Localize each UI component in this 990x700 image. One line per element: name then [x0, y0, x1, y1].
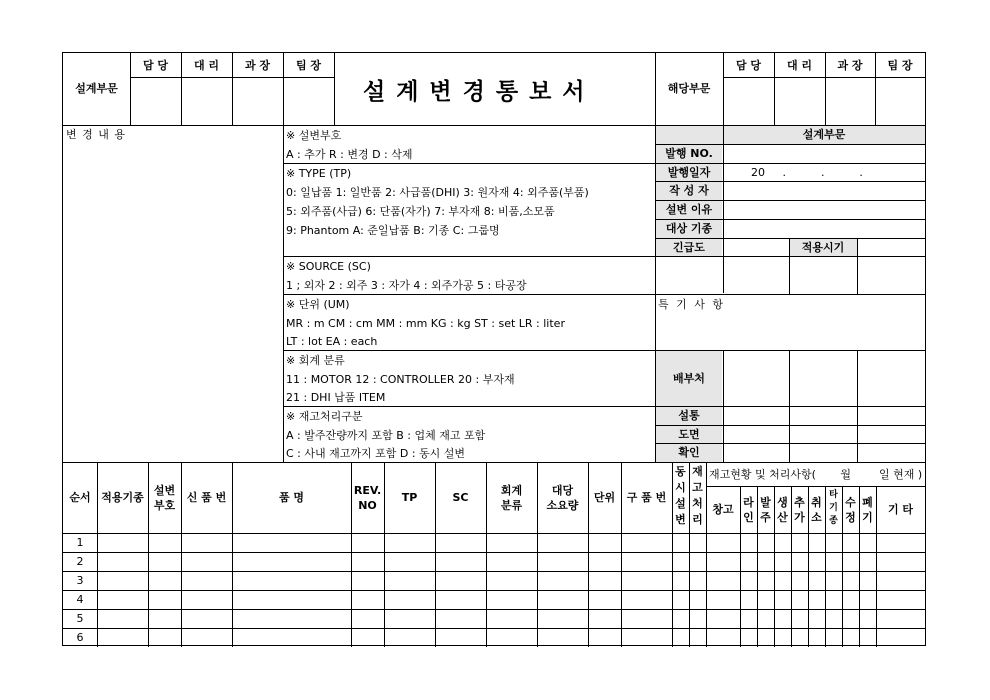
col-production: [757, 495, 774, 525]
divider: [588, 462, 589, 647]
info-section-header: 설계부문: [802, 128, 846, 141]
col-warehouse: 창고: [712, 503, 734, 516]
divider: [706, 486, 925, 487]
col-usage: [537, 483, 588, 513]
divider: [283, 294, 655, 295]
type-line: 5: 외주품(사급) 6: 단품(자가) 7: 부자재 8: 비품,소모품: [286, 205, 555, 218]
divider: [63, 628, 925, 629]
col-stock-proc: [689, 464, 706, 528]
document-title: 설계변경통보서: [363, 79, 596, 105]
col-modify: [842, 495, 859, 525]
divider: [655, 425, 925, 426]
unit-line: LT : lot EA : each: [286, 335, 378, 348]
col-add: [791, 495, 808, 525]
change-notice-form: [62, 52, 926, 646]
reason-label: 설변 이유: [665, 203, 713, 216]
divider: [63, 571, 925, 572]
approver-label: 대 리: [193, 59, 220, 72]
divider: [63, 552, 925, 553]
divider: [655, 219, 925, 220]
drawing-notice-label: 설통: [678, 409, 700, 422]
col-rev-no-line: REV.: [353, 484, 382, 497]
col-seq: 순서: [69, 491, 91, 504]
divider: [97, 462, 98, 647]
approver-label: 담 당: [735, 59, 762, 72]
col-cancel: [808, 495, 825, 525]
col-account-line: 회계: [500, 484, 523, 497]
col-production-char: 주: [760, 511, 771, 524]
stock-line: C : 사내 재고까지 포함 D : 동시 설변: [286, 447, 466, 460]
col-stock-proc-char: 처: [692, 497, 703, 510]
divider: [232, 462, 233, 647]
row-number: 6: [76, 631, 84, 644]
divider: [655, 350, 925, 351]
divider: [706, 462, 707, 647]
col-other-model-char: 기: [829, 503, 838, 513]
stock-status-label: 재고현황 및 처리사항( 월 일 현재 ): [709, 468, 923, 481]
col-produce: [774, 495, 791, 525]
divider: [435, 462, 436, 647]
col-usage-line: 소요량: [546, 499, 579, 512]
table-header-bottom-line: [63, 533, 925, 534]
col-modify-char: 수: [845, 496, 856, 509]
col-simul-change-char: 시: [675, 481, 686, 494]
col-stock-proc-char: 리: [692, 513, 703, 526]
divider: [63, 590, 925, 591]
col-rev-no-line: NO: [358, 499, 377, 512]
apply-time-label: 적용시기: [801, 241, 845, 254]
divider: [283, 406, 655, 407]
divider: [655, 406, 925, 407]
divider: [655, 294, 925, 295]
col-apply-model: 적용기종: [101, 491, 144, 504]
col-simul-change: [672, 464, 689, 528]
col-unit: 단위: [593, 491, 616, 504]
revision-code-title: ※ 설변부호: [286, 129, 342, 142]
row-number: 3: [76, 574, 84, 587]
issue-no-label: 발행 NO.: [665, 147, 713, 160]
col-other-model-char: 종: [829, 516, 838, 526]
col-other-model: [825, 489, 842, 528]
left-dept-label: 설계부문: [75, 82, 118, 95]
divider: [857, 238, 858, 294]
account-line: 21 : DHI 납품 ITEM: [286, 391, 386, 404]
approver-label: 과 장: [837, 59, 863, 72]
col-rev-no: [351, 483, 384, 513]
approver-label: 대 리: [786, 59, 813, 72]
col-stock-proc-char: 고: [692, 481, 703, 494]
col-cancel-char: 취: [811, 496, 822, 509]
row-number: 1: [76, 536, 84, 549]
stock-line: A : 발주잔량까지 포함 B : 업체 재고 포함: [286, 429, 486, 442]
urgency-label: 긴급도: [673, 241, 705, 254]
divider: [655, 163, 925, 164]
type-line: 9: Phantom A: 준일납품 B: 기종 C: 그룹명: [286, 224, 500, 237]
col-discard-char: 기: [862, 511, 873, 524]
col-produce-char: 생: [777, 496, 788, 509]
col-etc: 기 타: [887, 503, 914, 516]
divider: [130, 77, 334, 78]
unit-line: MR : m CM : cm MM : mm KG : kg ST : set LR : liter: [286, 317, 565, 330]
target-model-label: 대상 기종: [665, 222, 713, 235]
col-discard: [859, 495, 876, 525]
issue-date-label: 발행일자: [667, 166, 711, 179]
account-line: 11 : MOTOR 12 : CONTROLLER 20 : 부자재: [286, 373, 515, 386]
col-account: [486, 483, 537, 513]
col-old-part-no: 구 품 번: [626, 491, 667, 504]
col-simul-change-char: 동: [675, 465, 686, 478]
author-label: 작 성 자: [669, 184, 709, 197]
col-rev-code: [148, 483, 181, 513]
col-produce-char: 산: [777, 511, 788, 524]
divider: [283, 350, 655, 351]
col-discard-char: 폐: [862, 496, 873, 509]
change-content-label: 변 경 내 용: [66, 128, 126, 141]
col-simul-change-char: 변: [675, 513, 686, 526]
divider: [789, 238, 790, 294]
divider: [723, 125, 724, 293]
distribution-label: 배부처: [673, 372, 705, 385]
divider: [723, 77, 925, 78]
col-rev-code-line: 부호: [153, 499, 176, 512]
right-dept-label: 해당부문: [667, 82, 711, 95]
divider: [655, 443, 925, 444]
drawing-label: 도면: [678, 428, 700, 441]
approver-label: 팀 장: [295, 59, 322, 72]
col-line-char: 인: [743, 511, 754, 524]
col-modify-char: 정: [845, 511, 856, 524]
divider: [655, 238, 925, 239]
divider: [283, 256, 655, 257]
col-sc: SC: [452, 491, 469, 504]
col-rev-code-line: 설변: [153, 484, 176, 497]
source-line: 1 ; 외자 2 : 외주 3 : 자가 4 : 외주가공 5 : 타공장: [286, 279, 527, 292]
type-line: 0: 일납품 1: 일반품 2: 사급품(DHI) 3: 원자재 4: 외주품(부품): [286, 186, 589, 199]
type-title: ※ TYPE (TP): [286, 167, 352, 180]
col-cancel-char: 소: [811, 511, 822, 524]
revision-code-line: A : 추가 R : 변경 D : 삭제: [286, 148, 413, 161]
issue-date-value: 20 . . .: [751, 166, 863, 179]
col-production-char: 발: [760, 496, 771, 509]
table-top-line: [63, 462, 925, 463]
divider: [384, 462, 385, 647]
divider: [655, 181, 925, 182]
confirm-label: 확인: [678, 446, 700, 459]
col-part-name: 품 명: [278, 491, 305, 504]
source-title: ※ SOURCE (SC): [286, 260, 371, 273]
row-number: 4: [76, 593, 84, 606]
divider: [655, 144, 925, 145]
col-stock-proc-char: 재: [692, 465, 703, 478]
col-simul-change-char: 설: [675, 497, 686, 510]
col-account-line: 분류: [500, 499, 523, 512]
divider: [334, 53, 335, 125]
col-line-char: 라: [743, 496, 754, 509]
row-number: 2: [76, 555, 84, 568]
unit-title: ※ 단위 (UM): [286, 298, 350, 311]
col-tp: TP: [401, 491, 418, 504]
row-number: 5: [76, 612, 84, 625]
divider: [655, 256, 925, 257]
divider: [621, 462, 622, 647]
col-new-part-no: 신 품 번: [186, 491, 227, 504]
approver-label: 담 당: [142, 59, 169, 72]
col-line: [740, 495, 757, 525]
col-add-char: 가: [794, 511, 805, 524]
special-notes-label: 특 기 사 항: [658, 298, 725, 311]
divider: [181, 462, 182, 647]
col-usage-line: 대당: [551, 484, 574, 497]
divider: [63, 609, 925, 610]
divider: [655, 200, 925, 201]
approver-label: 팀 장: [887, 59, 913, 72]
account-title: ※ 회계 분류: [286, 354, 345, 367]
stock-title: ※ 재고처리구분: [286, 410, 363, 423]
col-add-char: 추: [794, 496, 805, 509]
approver-label: 과 장: [244, 59, 271, 72]
divider: [283, 163, 655, 164]
col-other-model-char: 타: [829, 490, 838, 500]
